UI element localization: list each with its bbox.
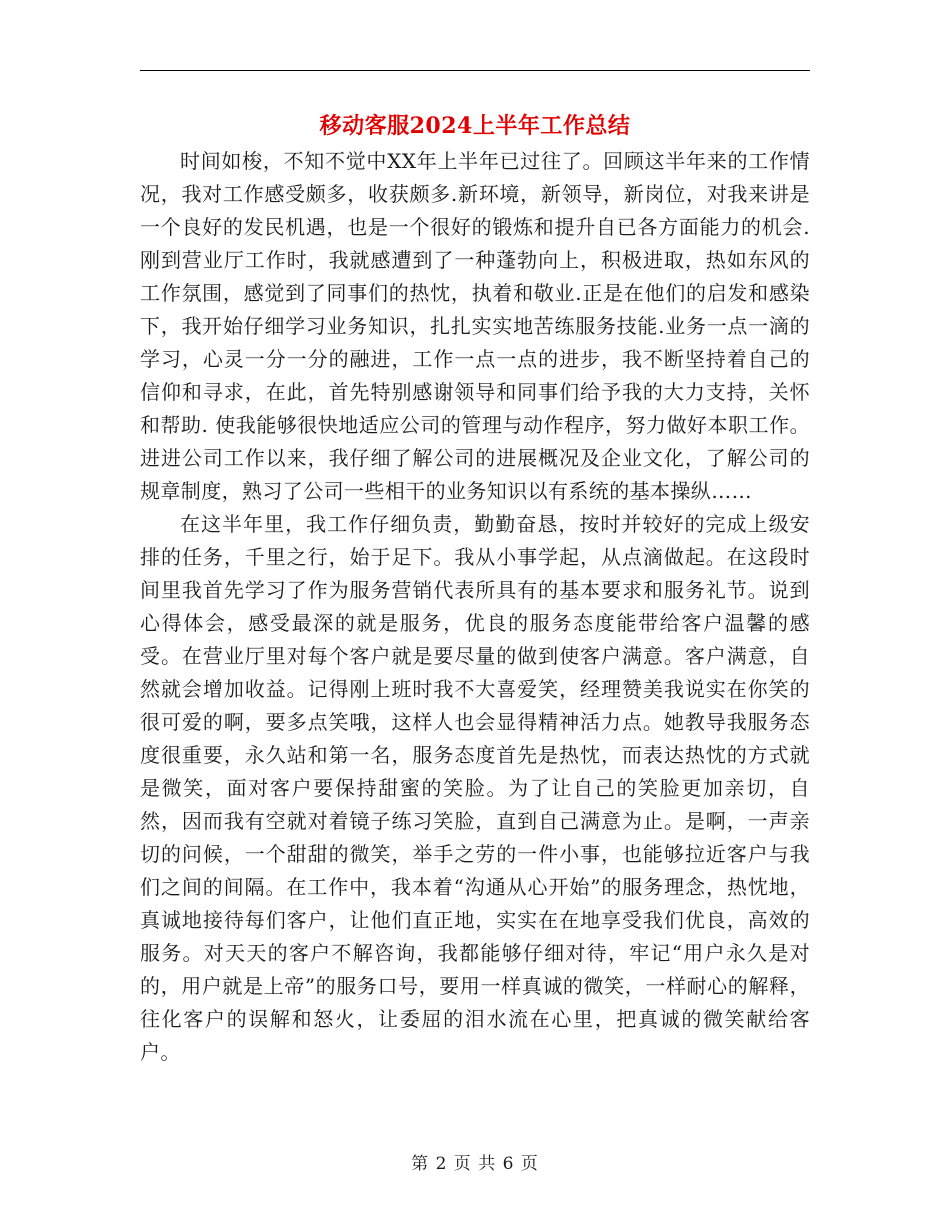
body-paragraph-1: 时间如梭，不知不觉中XX年上半年已过往了。回顾这半年来的工作情况，我对工作感受颇多，收获颇多.新环境，新领导，新岗位，对我来讲是一个良好的发民机遇，也是一个很好的锻炼和提升自已各方面能力的机会.刚到营业厅工作时，我就感遭到了一种蓬勃向上，积极进取，热如东风的工作氛围，感觉到了同事们的热忱，执着和敬业.正是在他们的启发和感染下，我开始仔细学习业务知识，扎扎实实地苦练服务技能.业务一点一滴的学习，心灵一分一分的融进，工作一点一点的进步，我不断坚持着自己的信仰和寻求，在此，首先特别感谢领导和同事们给予我的大力支持，关怀和帮助. 使我能够很快地适应公司的管理与动作程序，努力做好本职工作。进进公司工作以来，我仔细了解公司的进展概况及企业文化，了解公司的规章制度，熟习了公司一些相干的业务知识以有系统的基本操纵…… — [140, 149, 810, 503]
page-number-footer: 第 2 页 共 6 页 — [411, 1154, 539, 1174]
document-body — [140, 145, 810, 1069]
body-paragraph-2: 在这半年里，我工作仔细负责，勤勤奋恳，按时并较好的完成上级安排的任务，千里之行，始于足下。我从小事学起，从点滴做起。在这段时间里我首先学习了作为服务营销代表所具有的基本要求和服务礼节。说到心得体会，感受最深的就是服务，优良的服务态度能带给客户温馨的感受。在营业厅里对每个客户就是要尽量的做到使客户满意。客户满意，自然就会增加收益。记得刚上班时我不大喜爱笑，经理赞美我说实在你笑的很可爱的啊，要多点笑哦，这样人也会显得精神活力点。她教导我服务态度很重要，永久站和第一名，服务态度首先是热忱，而表达热忱的方式就是微笑，面对客户要保持甜蜜的笑脸。为了让自己的笑脸更加亲切，自然，因而我有空就对着镜子练习笑脸，直到自己满意为止。是啊，一声亲切的问候，一个甜甜的微笑，举手之劳的一件小事，也能够拉近客户与我们之间的间隔。在工作中，我本着“沟通从心开始”的服务理念，热忱地，真诚地接待每们客户，让他们直正地，实实在在地享受我们优良，高效的服务。对天天的客户不解咨询，我都能够仔细对待，牢记“用户永久是对的，用户就是上帝”的服务口号，要用一样真诚的微笑，一样耐心的解释，往化客户的误解和怒火，让委屈的泪水流在心里，把真诚的微笑献给客户。 — [140, 512, 810, 1064]
header-rule — [140, 70, 810, 71]
document-title: 移动客服2024上半年工作总结 — [319, 113, 631, 139]
